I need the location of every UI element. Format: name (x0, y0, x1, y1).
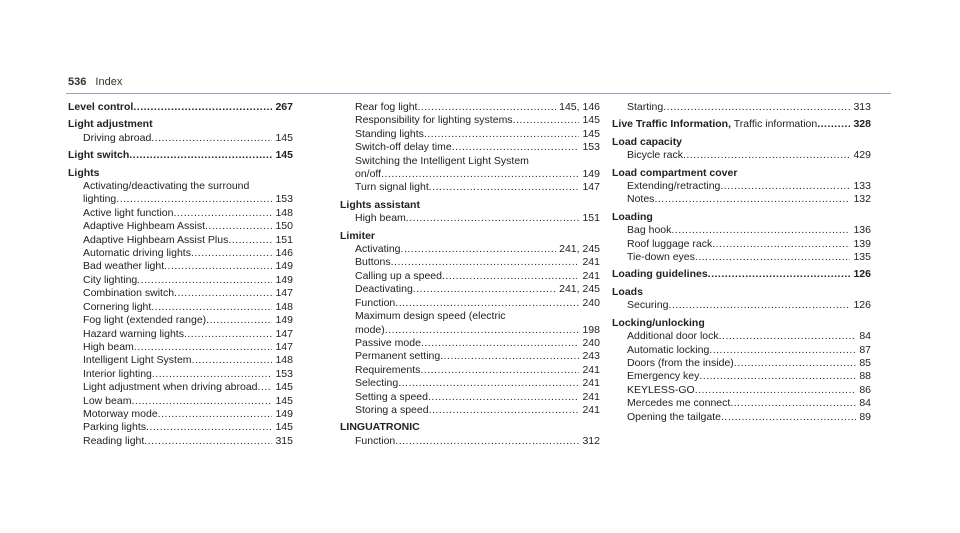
index-subentry-text: Buttons (355, 256, 391, 269)
index-heading (68, 101, 293, 114)
dot-leader (191, 247, 273, 260)
page-reference: 145 (582, 127, 600, 140)
index-subentry (68, 220, 293, 233)
index-heading (68, 118, 293, 131)
dot-leader (663, 101, 850, 114)
index-subentry-text: KEYLESS-GO (627, 383, 695, 396)
index-heading-text: LINGUATRONIC (340, 421, 420, 434)
index-heading-text: Load compartment cover (612, 166, 738, 179)
index-subentry (340, 114, 600, 127)
dot-leader (695, 384, 857, 397)
index-subentry-text: on/off (355, 168, 382, 181)
dot-leader (413, 283, 556, 296)
page-reference: 153 (275, 367, 293, 380)
page-reference: 241 (582, 403, 600, 416)
header-divider (66, 93, 891, 94)
index-subentry (68, 301, 293, 314)
index-subentry-text: lighting (83, 193, 117, 206)
index-subentry (612, 344, 871, 357)
page-reference: 150 (275, 220, 293, 233)
index-subentry-text: Selecting (355, 377, 399, 390)
index-subentry (612, 411, 871, 424)
index-subentry-text: Calling up a speed (355, 269, 442, 282)
page-reference: 151 (582, 212, 600, 225)
page-reference: 148 (275, 206, 293, 219)
dot-leader (712, 238, 850, 251)
index-subentry-text: Notes (627, 193, 655, 206)
page-reference: 240 (582, 296, 600, 309)
page-reference: 87 (859, 343, 871, 356)
index-subentry (68, 247, 293, 260)
index-subentry-text: Combination switch (83, 287, 175, 300)
page-reference: 149 (275, 260, 293, 273)
dot-leader (428, 391, 579, 404)
page-reference: 147 (582, 181, 600, 194)
index-subentry-text: Additional door lock (627, 330, 719, 343)
dot-leader (817, 118, 850, 131)
page-reference: 241 (582, 256, 600, 269)
dot-leader (137, 274, 272, 287)
index-subentry (612, 224, 871, 237)
index-subentry (68, 328, 293, 341)
index-subentry-text: Motorway mode (83, 407, 158, 420)
page-reference: 88 (859, 370, 871, 383)
index-subentry-text: Light adjustment when driving abroad (83, 381, 258, 394)
page-reference: 145 (582, 114, 600, 127)
dot-leader (417, 101, 556, 114)
dot-leader (424, 128, 580, 141)
dot-leader (158, 408, 273, 421)
index-subentry (68, 421, 293, 434)
page-reference: 241, 245 (559, 243, 600, 256)
page-reference: 86 (859, 383, 871, 396)
index-subentry-text: Permanent setting (355, 350, 441, 363)
index-subentry-text: Fog light (extended range) (83, 314, 207, 327)
page-reference: 145 (275, 131, 293, 144)
index-subentry (340, 168, 600, 181)
index-heading (612, 167, 871, 180)
dot-leader (151, 132, 272, 145)
index-subentry-text: Roof luggage rack (627, 237, 713, 250)
index-subentry-text: Tie-down eyes (627, 251, 695, 264)
dot-leader (381, 168, 579, 181)
index-subentry-text: Bad weather light (83, 260, 165, 273)
page-reference: 89 (859, 410, 871, 423)
dot-leader (440, 350, 579, 363)
index-subentry (340, 391, 600, 404)
page-reference: 85 (859, 356, 871, 369)
dot-leader (258, 381, 273, 394)
page-reference: 146 (275, 247, 293, 260)
index-heading-text: Loading (612, 210, 653, 223)
dot-leader (720, 180, 850, 193)
page-reference: 145, 146 (559, 101, 600, 113)
index-heading-text: Light adjustment (68, 118, 153, 131)
index-subentry (340, 270, 600, 283)
page-reference: 149 (275, 273, 293, 286)
index-heading (612, 286, 871, 299)
index-heading (612, 118, 871, 131)
index-heading (612, 211, 871, 224)
page-reference: 132 (853, 193, 871, 206)
index-heading (612, 317, 871, 330)
page-header (68, 76, 122, 88)
page-reference: 126 (853, 268, 871, 281)
index-heading-text: Lights (68, 166, 100, 179)
index-heading (340, 199, 600, 212)
index-subentry-text: Cornering light (83, 300, 152, 313)
index-heading-text: Load capacity (612, 135, 683, 148)
index-subentry (612, 299, 871, 312)
index-subentry (68, 193, 293, 206)
page-reference: 241 (582, 377, 600, 390)
dot-leader (152, 368, 273, 381)
index-subentry-text: Hazard warning lights (83, 327, 184, 340)
index-subentry (68, 234, 293, 247)
dot-leader (391, 256, 580, 269)
index-subentry (340, 212, 600, 225)
index-subentry-text: Mercedes me connect (627, 397, 731, 410)
index-subentry-text: Extending/retracting (627, 180, 721, 193)
dot-leader (192, 354, 273, 367)
index-subentry-text: Securing (627, 299, 669, 312)
index-heading (68, 167, 293, 180)
index-heading-text: Level control (68, 101, 134, 113)
index-subentry-text: Adaptive Highbeam Assist Plus (83, 233, 229, 246)
index-subentry (340, 310, 600, 323)
index-subentry-text: Activating (355, 243, 401, 256)
index-column-2 (340, 101, 600, 448)
page-reference: 241, 245 (559, 283, 600, 296)
index-subentry (612, 330, 871, 343)
page-reference: 241 (582, 390, 600, 403)
dot-leader (709, 344, 856, 357)
index-subentry (340, 256, 600, 269)
index-subentry (340, 141, 600, 154)
page-number: 536 (68, 76, 87, 88)
dot-leader (151, 301, 272, 314)
dot-leader (406, 212, 580, 225)
dot-leader (116, 193, 272, 206)
index-heading-text: Loads (612, 285, 643, 298)
index-subentry-text: Opening the tailgate (627, 410, 721, 423)
index-subentry (68, 287, 293, 300)
index-subentry (68, 207, 293, 220)
index-subentry-text: Maximum design speed (electric (355, 310, 506, 323)
page-reference: 267 (275, 101, 293, 113)
dot-leader (401, 243, 557, 256)
dot-leader (184, 328, 273, 341)
dot-leader (146, 421, 272, 434)
index-heading-text: Limiter (340, 229, 376, 242)
dot-leader (131, 395, 272, 408)
dot-leader (134, 341, 273, 354)
page-reference: 198 (582, 323, 600, 336)
dot-leader (173, 207, 272, 220)
index-heading-text: Lights assistant (340, 198, 420, 211)
dot-leader (513, 114, 580, 127)
index-subentry-text: Driving abroad (83, 131, 152, 144)
page-reference: 147 (275, 340, 293, 353)
index-subentry (68, 314, 293, 327)
page-reference: 312 (582, 434, 600, 447)
index-subentry (68, 132, 293, 145)
dot-leader (708, 268, 851, 281)
index-subentry (612, 180, 871, 193)
index-column-3 (612, 101, 871, 424)
index-subentry-text: Turn signal light (355, 181, 429, 194)
index-subentry (68, 381, 293, 394)
dot-leader (695, 251, 851, 264)
page-reference: 153 (275, 193, 293, 206)
index-subentry (68, 274, 293, 287)
index-heading-bold: Live Traffic Information, (612, 118, 732, 131)
index-subentry (340, 297, 600, 310)
index-subentry (340, 181, 600, 194)
index-subentry (68, 435, 293, 448)
index-subentry (612, 251, 871, 264)
index-subentry-text: Switching the Intelligent Light System (355, 154, 529, 167)
index-subentry-text: Interior lighting (83, 367, 152, 380)
index-subentry (68, 408, 293, 421)
page-reference: 135 (853, 251, 871, 264)
index-subentry (340, 377, 600, 390)
page-reference: 147 (275, 327, 293, 340)
index-subentry (68, 368, 293, 381)
index-subentry-text: Automatic locking (627, 343, 710, 356)
dot-leader (144, 435, 272, 448)
index-subentry-text: Emergency key (627, 370, 700, 383)
index-subentry (340, 243, 600, 256)
index-heading-text: Loading guidelines (612, 268, 708, 281)
dot-leader (385, 324, 580, 337)
dot-leader (719, 330, 857, 343)
index-subentry (340, 283, 600, 296)
index-subentry-text: Reading light (83, 434, 145, 447)
index-subentry-text: Activating/deactivating the surround (83, 180, 250, 193)
dot-leader (206, 314, 272, 327)
page-reference: 429 (853, 149, 871, 162)
index-subentry-text: Bicycle rack (627, 149, 684, 162)
index-subentry (340, 128, 600, 141)
index-subentry (68, 354, 293, 367)
dot-leader (429, 404, 580, 417)
index-subentry-text: Bag hook (627, 224, 672, 237)
page-reference: 145 (275, 149, 293, 162)
index-subentry (68, 341, 293, 354)
index-subentry-text: Function (355, 296, 396, 309)
dot-leader (429, 181, 580, 194)
index-subentry (612, 193, 871, 206)
dot-leader (730, 397, 856, 410)
index-subentry (68, 260, 293, 273)
page-reference: 315 (275, 434, 293, 447)
dot-leader (133, 101, 272, 114)
page-reference: 241 (582, 269, 600, 282)
dot-leader (164, 260, 272, 273)
index-heading-text: Light switch (68, 149, 130, 162)
page-reference: 243 (582, 350, 600, 363)
dot-leader (421, 337, 580, 350)
page-reference: 133 (853, 180, 871, 193)
page-reference: 328 (853, 118, 871, 131)
index-subentry-text: Deactivating (355, 283, 413, 296)
index-heading (340, 421, 600, 434)
page-reference: 145 (275, 421, 293, 434)
index-subentry-text: mode) (355, 323, 385, 336)
index-subentry (612, 397, 871, 410)
index-subentry-text: Automatic driving lights (83, 247, 191, 260)
index-subentry-text: Starting (627, 101, 664, 113)
index-subentry (612, 370, 871, 383)
index-subentry-text: Storing a speed (355, 403, 429, 416)
index-subentry-text: High beam (355, 212, 406, 225)
index-subentry (340, 324, 600, 337)
page-reference: 136 (853, 224, 871, 237)
index-heading (68, 149, 293, 162)
index-heading (612, 268, 871, 281)
page-reference: 149 (582, 168, 600, 181)
index-subentry (340, 337, 600, 350)
dot-leader (452, 141, 580, 154)
page-reference: 84 (859, 330, 871, 343)
index-heading-text (612, 118, 817, 131)
index-subentry-text: Doors (from the inside) (627, 356, 734, 369)
index-subentry-text: Responsibility for lighting systems (355, 114, 513, 127)
index-subentry-text: Passive mode (355, 336, 421, 349)
dot-leader (395, 297, 579, 310)
page-reference: 149 (275, 407, 293, 420)
page-reference: 145 (275, 381, 293, 394)
index-subentry (68, 395, 293, 408)
page-reference: 153 (582, 141, 600, 154)
index-subentry (612, 101, 871, 114)
index-subentry (68, 180, 293, 193)
index-subentry-text: High beam (83, 340, 134, 353)
dot-leader (442, 270, 579, 283)
index-subentry-text: Requirements (355, 363, 421, 376)
dot-leader (129, 149, 272, 162)
index-subentry (340, 101, 600, 114)
index-heading-rest: Traffic information (731, 118, 818, 131)
dot-leader (699, 370, 856, 383)
index-subentry-text: Function (355, 434, 396, 447)
dot-leader (205, 220, 272, 233)
index-subentry (612, 357, 871, 370)
dot-leader (420, 364, 579, 377)
page-reference: 148 (275, 354, 293, 367)
index-subentry (612, 384, 871, 397)
index-subentry-text: City lighting (83, 273, 138, 286)
page-reference: 148 (275, 300, 293, 313)
dot-leader (398, 377, 579, 390)
page-reference: 84 (859, 397, 871, 410)
index-subentry (340, 435, 600, 448)
page-reference: 313 (853, 101, 871, 113)
dot-leader (734, 357, 857, 370)
dot-leader (395, 435, 579, 448)
index-heading (612, 136, 871, 149)
index-subentry (340, 350, 600, 363)
page-reference: 151 (275, 233, 293, 246)
dot-leader (654, 193, 850, 206)
index-subentry-text: Parking lights (83, 421, 147, 434)
index-subentry (340, 155, 600, 168)
page-reference: 147 (275, 287, 293, 300)
page-reference: 240 (582, 336, 600, 349)
index-subentry-text: Intelligent Light System (83, 354, 192, 367)
dot-leader (174, 287, 272, 300)
page-reference: 241 (582, 363, 600, 376)
index-subentry-text: Setting a speed (355, 390, 428, 403)
index-subentry-text: Switch-off delay time (355, 141, 452, 154)
index-subentry (612, 149, 871, 162)
dot-leader (228, 234, 272, 247)
index-subentry-text: Rear fog light (355, 101, 418, 113)
index-subentry-text: Standing lights (355, 127, 424, 140)
page-reference: 139 (853, 237, 871, 250)
index-subentry (340, 404, 600, 417)
index-subentry (612, 238, 871, 251)
index-column-1 (68, 101, 293, 448)
dot-leader (721, 411, 856, 424)
index-heading-text: Locking/unlocking (612, 316, 705, 329)
page-reference: 126 (853, 299, 871, 312)
dot-leader (668, 299, 850, 312)
index-heading (340, 230, 600, 243)
index-subentry (340, 364, 600, 377)
page-reference: 145 (275, 394, 293, 407)
section-title: Index (95, 76, 123, 88)
index-subentry-text: Active light function (83, 206, 174, 219)
index-subentry-text: Adaptive Highbeam Assist (83, 220, 205, 233)
index-subentry-text: Low beam (83, 394, 132, 407)
dot-leader (683, 149, 850, 162)
dot-leader (671, 224, 850, 237)
page-reference: 149 (275, 314, 293, 327)
